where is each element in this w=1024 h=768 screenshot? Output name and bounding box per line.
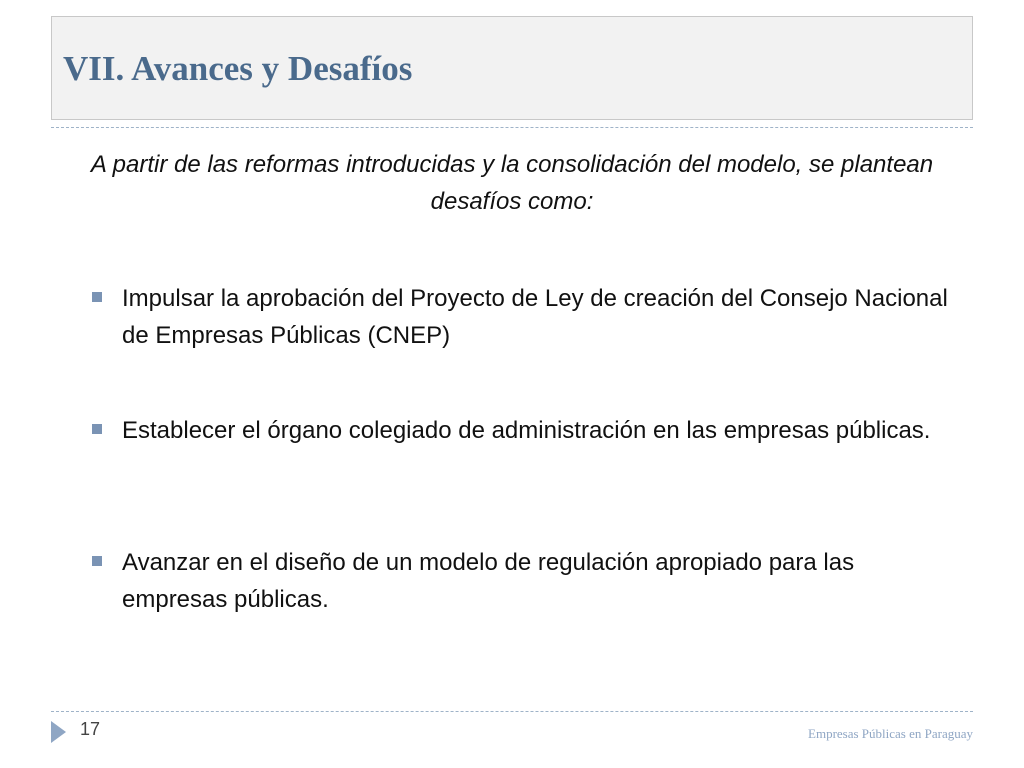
footer-divider <box>51 711 973 712</box>
square-bullet-icon <box>92 292 102 302</box>
slide-title: VII. Avances y Desafíos <box>63 49 413 88</box>
page-number: 17 <box>80 719 101 739</box>
footer-caption: Empresas Públicas en Paraguay <box>808 726 973 741</box>
title-box <box>51 16 973 120</box>
header-divider <box>51 127 973 128</box>
bullet-text: Avanzar en el diseño de un modelo de regulación apropiado para las empresas públicas. <box>122 549 855 613</box>
triangle-right-icon <box>51 721 66 743</box>
square-bullet-icon <box>92 424 102 434</box>
bullet-text: Impulsar la aprobación del Proyecto de Ley de creación del Consejo Nacional de Empresas Públicas (CNEP) <box>122 285 948 349</box>
square-bullet-icon <box>92 556 102 566</box>
intro-text: A partir de las reformas introducidas y la consolidación del modelo, se plantean desafíos como: <box>90 151 934 215</box>
bullet-text: Establecer el órgano colegiado de administración en las empresas públicas. <box>122 417 931 444</box>
